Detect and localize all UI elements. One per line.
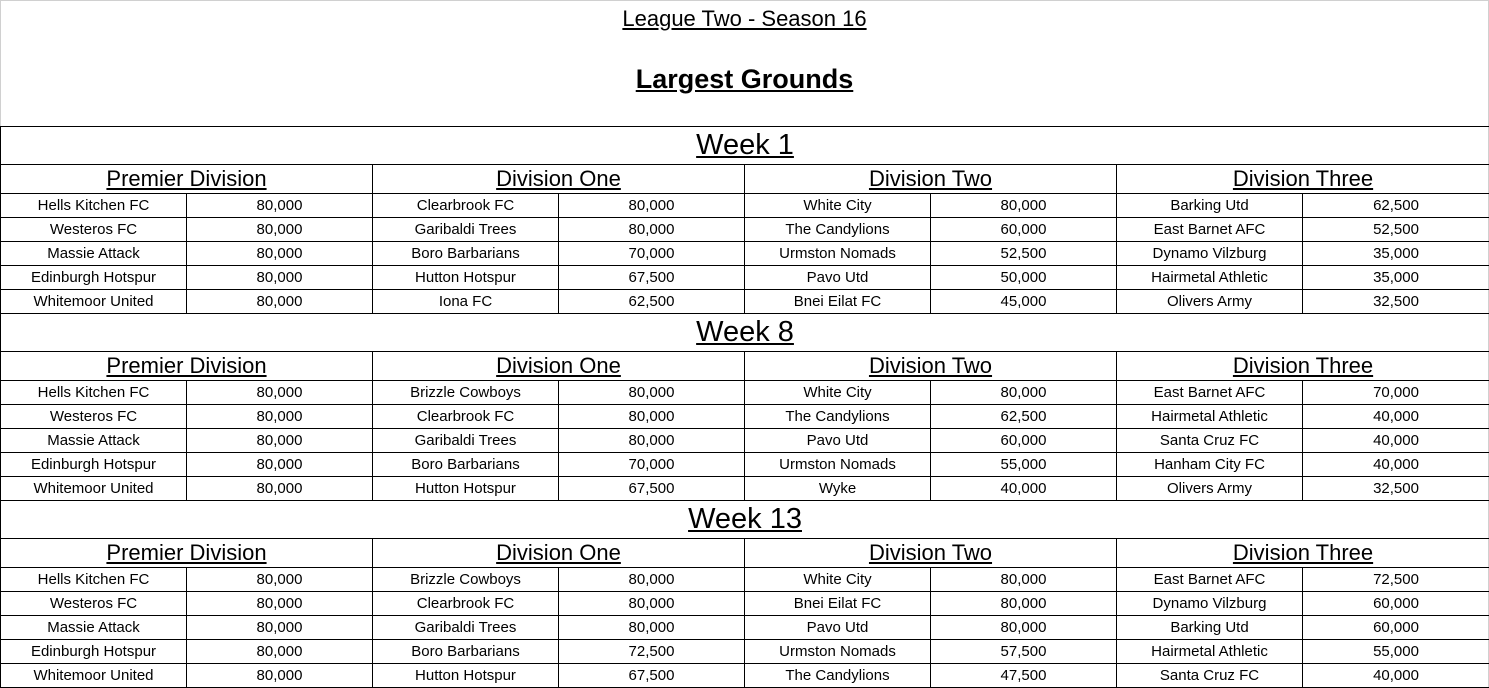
- week-header-row: [1, 314, 1489, 352]
- ground-capacity: 35,000: [1303, 266, 1489, 290]
- ground-capacity: 72,500: [1303, 568, 1489, 592]
- ground-capacity: 67,500: [559, 477, 745, 501]
- ground-capacity: 40,000: [1303, 405, 1489, 429]
- club-name: White City: [745, 381, 931, 405]
- ground-capacity: 80,000: [187, 453, 373, 477]
- ground-capacity: 70,000: [559, 242, 745, 266]
- ground-capacity: 80,000: [559, 616, 745, 640]
- club-name: East Barnet AFC: [1117, 218, 1303, 242]
- club-name: Urmston Nomads: [745, 453, 931, 477]
- ground-capacity: 80,000: [187, 592, 373, 616]
- ground-capacity: 62,500: [931, 405, 1117, 429]
- week-label: Week 8: [1, 314, 1489, 352]
- table-row: [1, 664, 1489, 688]
- ground-capacity: 80,000: [187, 381, 373, 405]
- ground-capacity: 80,000: [559, 218, 745, 242]
- ground-capacity: 60,000: [931, 429, 1117, 453]
- ground-capacity: 67,500: [559, 664, 745, 688]
- table-row: [1, 640, 1489, 664]
- division-name: Division Three: [1117, 352, 1489, 381]
- table-row: [1, 453, 1489, 477]
- club-name: Pavo Utd: [745, 616, 931, 640]
- club-name: Edinburgh Hotspur: [1, 266, 187, 290]
- ground-capacity: 80,000: [559, 381, 745, 405]
- ground-capacity: 80,000: [187, 640, 373, 664]
- table-row: [1, 266, 1489, 290]
- ground-capacity: 62,500: [559, 290, 745, 314]
- ground-capacity: 72,500: [559, 640, 745, 664]
- ground-capacity: 80,000: [187, 664, 373, 688]
- club-name: The Candylions: [745, 218, 931, 242]
- division-header-row: [1, 539, 1489, 568]
- club-name: Barking Utd: [1117, 616, 1303, 640]
- division-name: Premier Division: [1, 352, 373, 381]
- ground-capacity: 80,000: [187, 218, 373, 242]
- club-name: East Barnet AFC: [1117, 568, 1303, 592]
- table-row: [1, 242, 1489, 266]
- ground-capacity: 35,000: [1303, 242, 1489, 266]
- club-name: Edinburgh Hotspur: [1, 640, 187, 664]
- ground-capacity: 70,000: [559, 453, 745, 477]
- club-name: White City: [745, 194, 931, 218]
- club-name: Garibaldi Trees: [373, 616, 559, 640]
- club-name: Whitemoor United: [1, 664, 187, 688]
- division-name: Division Three: [1117, 165, 1489, 194]
- division-name: Premier Division: [1, 539, 373, 568]
- ground-capacity: 52,500: [1303, 218, 1489, 242]
- division-name: Division Two: [745, 352, 1117, 381]
- club-name: Urmston Nomads: [745, 242, 931, 266]
- club-name: Massie Attack: [1, 616, 187, 640]
- club-name: Dynamo Vilzburg: [1117, 242, 1303, 266]
- club-name: Garibaldi Trees: [373, 218, 559, 242]
- club-name: Westeros FC: [1, 218, 187, 242]
- ground-capacity: 80,000: [187, 405, 373, 429]
- club-name: Olivers Army: [1117, 290, 1303, 314]
- ground-capacity: 40,000: [1303, 453, 1489, 477]
- ground-capacity: 55,000: [1303, 640, 1489, 664]
- club-name: Massie Attack: [1, 242, 187, 266]
- ground-capacity: 45,000: [931, 290, 1117, 314]
- ground-capacity: 80,000: [931, 568, 1117, 592]
- division-name: Premier Division: [1, 165, 373, 194]
- week-label: Week 1: [1, 127, 1489, 165]
- table-row: [1, 218, 1489, 242]
- ground-capacity: 52,500: [931, 242, 1117, 266]
- table-row: [1, 290, 1489, 314]
- table-row: [1, 592, 1489, 616]
- division-name: Division Two: [745, 539, 1117, 568]
- club-name: Pavo Utd: [745, 429, 931, 453]
- club-name: Hairmetal Athletic: [1117, 405, 1303, 429]
- club-name: Hells Kitchen FC: [1, 194, 187, 218]
- ground-capacity: 80,000: [931, 616, 1117, 640]
- division-name: Division Two: [745, 165, 1117, 194]
- club-name: Iona FC: [373, 290, 559, 314]
- club-name: Hutton Hotspur: [373, 266, 559, 290]
- club-name: Hells Kitchen FC: [1, 381, 187, 405]
- club-name: Hutton Hotspur: [373, 477, 559, 501]
- ground-capacity: 80,000: [559, 568, 745, 592]
- club-name: Hairmetal Athletic: [1117, 266, 1303, 290]
- ground-capacity: 55,000: [931, 453, 1117, 477]
- club-name: Boro Barbarians: [373, 242, 559, 266]
- ground-capacity: 50,000: [931, 266, 1117, 290]
- ground-capacity: 32,500: [1303, 477, 1489, 501]
- ground-capacity: 80,000: [187, 477, 373, 501]
- ground-capacity: 60,000: [1303, 592, 1489, 616]
- club-name: Massie Attack: [1, 429, 187, 453]
- club-name: East Barnet AFC: [1117, 381, 1303, 405]
- table-row: [1, 477, 1489, 501]
- club-name: Boro Barbarians: [373, 453, 559, 477]
- division-name: Division One: [373, 352, 745, 381]
- club-name: Clearbrook FC: [373, 405, 559, 429]
- ground-capacity: 40,000: [1303, 429, 1489, 453]
- ground-capacity: 47,500: [931, 664, 1117, 688]
- club-name: Brizzle Cowboys: [373, 568, 559, 592]
- club-name: Hanham City FC: [1117, 453, 1303, 477]
- division-header-row: [1, 352, 1489, 381]
- club-name: Pavo Utd: [745, 266, 931, 290]
- club-name: Santa Cruz FC: [1117, 664, 1303, 688]
- club-name: Hairmetal Athletic: [1117, 640, 1303, 664]
- club-name: Boro Barbarians: [373, 640, 559, 664]
- club-name: Olivers Army: [1117, 477, 1303, 501]
- ground-capacity: 67,500: [559, 266, 745, 290]
- ground-capacity: 80,000: [931, 592, 1117, 616]
- club-name: Whitemoor United: [1, 290, 187, 314]
- club-name: Bnei Eilat FC: [745, 592, 931, 616]
- ground-capacity: 80,000: [187, 290, 373, 314]
- division-name: Division One: [373, 165, 745, 194]
- table-row: [1, 194, 1489, 218]
- ground-capacity: 57,500: [931, 640, 1117, 664]
- club-name: The Candylions: [745, 405, 931, 429]
- club-name: Westeros FC: [1, 405, 187, 429]
- ground-capacity: 40,000: [931, 477, 1117, 501]
- table-row: [1, 381, 1489, 405]
- division-name: Division One: [373, 539, 745, 568]
- division-name: Division Three: [1117, 539, 1489, 568]
- week-header-row: [1, 127, 1489, 165]
- table-row: [1, 405, 1489, 429]
- club-name: Bnei Eilat FC: [745, 290, 931, 314]
- table-row: [1, 429, 1489, 453]
- ground-capacity: 80,000: [187, 194, 373, 218]
- ground-capacity: 80,000: [931, 194, 1117, 218]
- page-title: League Two - Season 16: [622, 6, 867, 31]
- ground-capacity: 80,000: [931, 381, 1117, 405]
- division-header-row: [1, 165, 1489, 194]
- club-name: Urmston Nomads: [745, 640, 931, 664]
- club-name: Whitemoor United: [1, 477, 187, 501]
- club-name: Clearbrook FC: [373, 194, 559, 218]
- club-name: Santa Cruz FC: [1117, 429, 1303, 453]
- ground-capacity: 80,000: [559, 592, 745, 616]
- club-name: Brizzle Cowboys: [373, 381, 559, 405]
- ground-capacity: 60,000: [931, 218, 1117, 242]
- club-name: Wyke: [745, 477, 931, 501]
- club-name: Garibaldi Trees: [373, 429, 559, 453]
- ground-capacity: 80,000: [559, 405, 745, 429]
- ground-capacity: 80,000: [187, 568, 373, 592]
- ground-capacity: 70,000: [1303, 381, 1489, 405]
- week-label: Week 13: [1, 501, 1489, 539]
- ground-capacity: 32,500: [1303, 290, 1489, 314]
- club-name: Hutton Hotspur: [373, 664, 559, 688]
- club-name: Clearbrook FC: [373, 592, 559, 616]
- ground-capacity: 40,000: [1303, 664, 1489, 688]
- week-header-row: [1, 501, 1489, 539]
- ground-capacity: 60,000: [1303, 616, 1489, 640]
- ground-capacity: 80,000: [559, 429, 745, 453]
- club-name: White City: [745, 568, 931, 592]
- ground-capacity: 80,000: [187, 429, 373, 453]
- page-subtitle: Largest Grounds: [635, 64, 854, 94]
- club-name: The Candylions: [745, 664, 931, 688]
- club-name: Barking Utd: [1117, 194, 1303, 218]
- table-row: [1, 616, 1489, 640]
- club-name: Dynamo Vilzburg: [1117, 592, 1303, 616]
- club-name: Westeros FC: [1, 592, 187, 616]
- club-name: Hells Kitchen FC: [1, 568, 187, 592]
- table-row: [1, 568, 1489, 592]
- ground-capacity: 80,000: [559, 194, 745, 218]
- ground-capacity: 80,000: [187, 616, 373, 640]
- largest-grounds-table: [0, 126, 1489, 688]
- ground-capacity: 80,000: [187, 266, 373, 290]
- club-name: Edinburgh Hotspur: [1, 453, 187, 477]
- ground-capacity: 80,000: [187, 242, 373, 266]
- ground-capacity: 62,500: [1303, 194, 1489, 218]
